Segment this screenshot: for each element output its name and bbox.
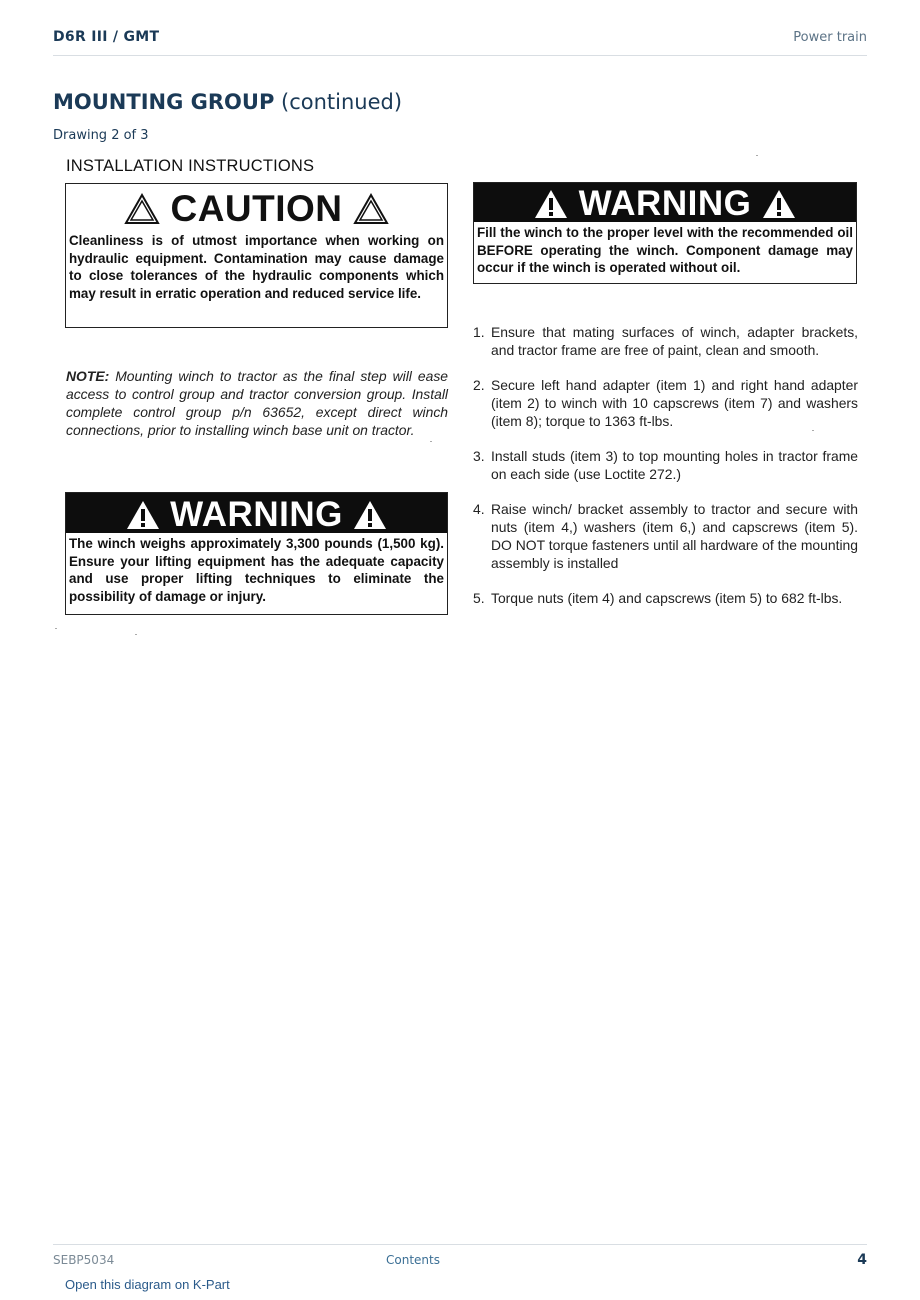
- list-item: [473, 376, 858, 430]
- step-number: 1.: [473, 324, 485, 340]
- warning-heading-text: WARNING: [170, 495, 343, 534]
- warning-triangle-icon: [534, 189, 568, 219]
- page-number: 4: [857, 1252, 867, 1268]
- note-paragraph: [66, 367, 448, 439]
- caution-triangle-icon: [353, 193, 389, 225]
- drawing-label: Drawing 2 of 3: [53, 128, 149, 143]
- scan-speck: [430, 441, 432, 442]
- caution-box: [65, 183, 448, 328]
- caution-heading-text: CAUTION: [170, 188, 343, 229]
- step-number: 3.: [473, 448, 485, 464]
- warning-oil-text: Fill the winch to the proper level with the recommended oil BEFORE operating the winch. Component damage may occur if the winch is operated without oil.: [477, 225, 853, 276]
- caution-text: Cleanliness is of utmost importance when working on hydraulic equipment. Contamination may cause damage to close tolerances of the hydraulic components which may result in erratic operation and reduced service life.: [69, 233, 444, 301]
- caution-heading: [66, 184, 447, 230]
- warning-triangle-icon: [126, 500, 160, 530]
- note-text: Mounting winch to tractor as the final step will ease access to control group and tractor conversion group. Install complete control group p/n 63652, except direct winch connections, prior to installing winch base unit on tractor.: [66, 368, 448, 438]
- footer-divider: [53, 1244, 867, 1245]
- scan-speck: [812, 430, 814, 431]
- header-model: D6R III / GMT: [53, 29, 160, 45]
- step-text: Secure left hand adapter (item 1) and right hand adapter (item 2) to winch with 10 capscrews (item 7) and washers (item 8); torque to 1363 ft-lbs.: [491, 377, 858, 429]
- warning-triangle-icon: [762, 189, 796, 219]
- warning-heading: [474, 183, 856, 222]
- warning-box-oil: [473, 182, 857, 284]
- scan-speck: [55, 628, 57, 629]
- step-number: 4.: [473, 501, 485, 517]
- page-title: [53, 90, 402, 114]
- page-title-main: MOUNTING GROUP: [53, 90, 275, 114]
- warning-triangle-icon: [353, 500, 387, 530]
- scan-speck: [135, 634, 137, 635]
- list-item: [473, 500, 858, 572]
- note-label: NOTE:: [66, 368, 110, 384]
- header-section: Power train: [793, 30, 867, 45]
- step-text: Install studs (item 3) to top mounting holes in tractor frame on each side (use Loctite 272.): [491, 448, 858, 482]
- caution-triangle-icon: [124, 193, 160, 225]
- scan-speck: [756, 155, 758, 156]
- warning-heading: [66, 493, 447, 533]
- list-item: [473, 323, 858, 359]
- step-number: 5.: [473, 590, 485, 606]
- warning-lifting-text: The winch weighs approximately 3,300 pounds (1,500 kg). Ensure your lifting equipment has the adequate capacity and use proper lifting techniques to eliminate the possibility of damage or injury.: [69, 536, 444, 604]
- open-diagram-link[interactable]: Open this diagram on K-Part: [65, 1277, 230, 1292]
- step-text: Raise winch/ bracket assembly to tractor and secure with nuts (item 4,) washers (item 6,) and capscrews (item 5). DO NOT torque fasteners until all hardware of the mounting assembly is installed: [491, 501, 858, 571]
- installation-heading: INSTALLATION INSTRUCTIONS: [66, 157, 315, 175]
- footer-doc-id: SEBP5034: [53, 1253, 115, 1267]
- header-divider: [53, 55, 867, 56]
- contents-link[interactable]: Contents: [386, 1253, 440, 1267]
- page-title-suffix: (continued): [281, 90, 403, 114]
- step-text: Torque nuts (item 4) and capscrews (item 5) to 682 ft-lbs.: [491, 590, 843, 606]
- list-item: [473, 447, 858, 483]
- list-item: [473, 589, 858, 607]
- installation-steps: [473, 323, 858, 607]
- warning-box-lifting: [65, 492, 448, 615]
- warning-heading-text: WARNING: [578, 184, 752, 223]
- step-text: Ensure that mating surfaces of winch, adapter brackets, and tractor frame are free of paint, clean and smooth.: [491, 324, 858, 358]
- step-number: 2.: [473, 377, 485, 393]
